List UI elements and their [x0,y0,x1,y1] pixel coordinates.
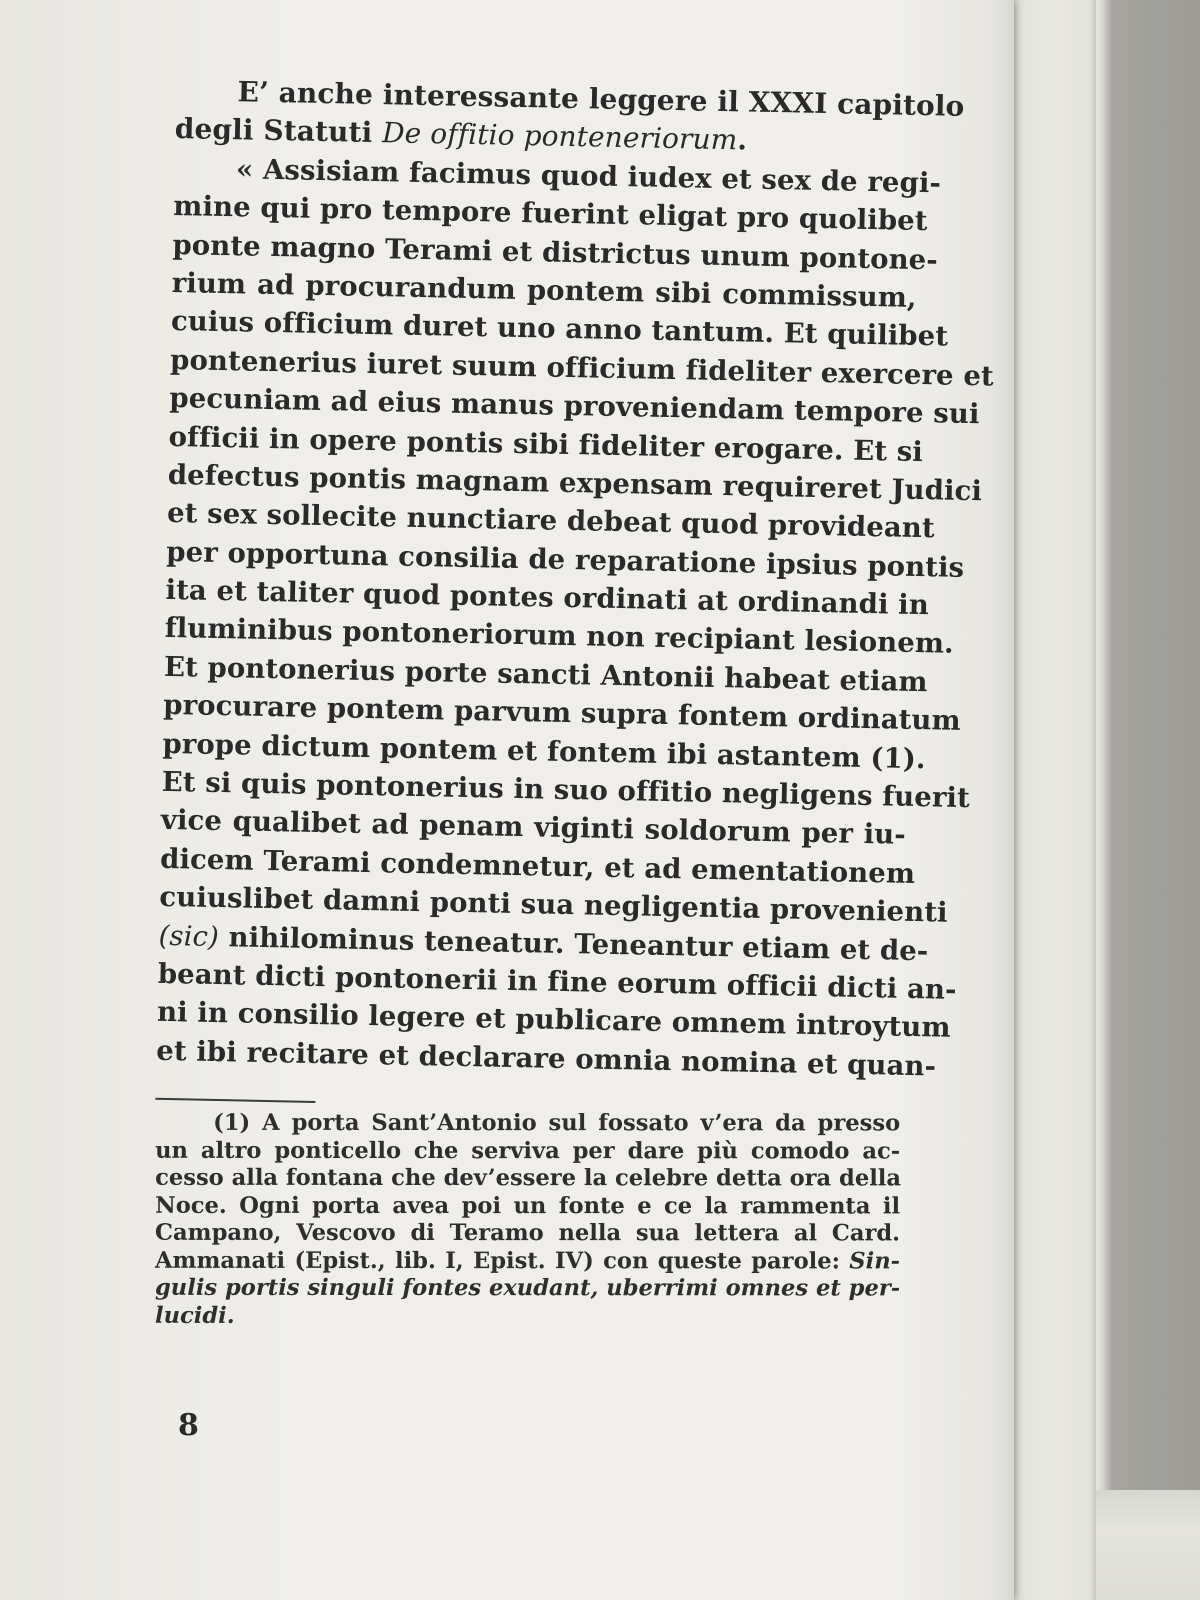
quote-line: rium ad procurandum pontem sibi commissum, [171,266,917,314]
quote-line: et sex sollecite nunctiare debeat quod provideant [166,497,936,545]
heading-period: . [736,123,748,157]
heading-text: degli Statuti [174,112,373,150]
adjacent-page-edge [1010,0,1096,1600]
quote-line: pontenerius iuret suum officium fideliter exercere et [169,343,995,393]
footnote-line: Ammanati (Epist., lib. I, Epist. IV) con queste parole: Sin- [155,1247,901,1275]
quote-line: ni in consilio legere et publicare omnem introytum [156,996,951,1045]
footnote-line: Noce. Ogni porta avea poi un fonte e ce la rammenta il [155,1192,901,1220]
background-surface [1090,1490,1200,1600]
quote-line: pecuniam ad eius manus proveniendam tempore sui [169,382,980,431]
quote-line: vice qualibet ad penam viginti soldorum per iu- [160,804,907,852]
quote-line: cuius officium duret uno anno tantum. Et quilibet [170,305,949,353]
footnote-line: (1) A porta Sant’Antonio sul fossato v’era da presso [213,1109,901,1137]
footnote-divider [155,1098,315,1103]
footnote-line: un altro ponticello che serviva per dare più comodo ac- [155,1137,901,1165]
latin-quote: Sin- [849,1248,901,1275]
footnote-line: gulis portis singuli fontes exudant, uberrimi omnes et per- [154,1274,901,1302]
quote-line: beant dicti pontonerii in fine eorum officii dicti an- [157,957,957,1006]
quote-line: defectus pontis magnam expensam requireret Judici [167,458,983,508]
quote-line: Et si quis pontonerius in suo offitio negligens fuerit [161,765,971,815]
quote-line: fluminibus pontoneriorum non recipiant lesionem. [164,612,955,661]
statute-title: De offitio ponteneriorum [381,116,738,157]
page-number: 8 [178,1408,199,1443]
quote-line: mine qui pro tempore fuerint eligat pro quolibet [172,190,928,238]
book-cover-edge [1090,0,1200,1600]
sic-annotation: (sic) [158,919,220,953]
quote-line: ita et taliter quod pontes ordinati at ordinandi in [165,573,930,622]
footnote-line: cesso alla fontana che dev’essere la celebre detta ora della [155,1164,902,1192]
page-content [151,72,995,1345]
statute-quote [156,149,995,1085]
quote-line: et ibi recitare et declarare omnia nomina et quan- [156,1034,937,1083]
quote-line: ponte magno Terami et districtus unum pontone- [172,228,939,276]
footnote [155,1110,900,1331]
quote-line: (sic) nihilominus teneatur. Teneantur etiam et de- [158,919,929,967]
footnote-line: Campano, Vescovo di Teramo nella sua lettera al Card. [155,1219,901,1247]
quote-line: Et pontonerius porte sancti Antonii habeat etiam [163,650,928,699]
quote-line: per opportuna consilia de reparatione ipsius pontis [166,535,965,584]
quote-line: procurare pontem parvum supra fontem ordinatum [162,689,962,738]
quote-line: prope dictum pontem et fontem ibi astantem (1). [162,727,926,775]
quote-line: « Assisiam facimus quod iudex et sex de regi- [235,153,942,200]
quote-line: dicem Terami condemnetur, et ad ementationem [159,842,916,890]
quote-line: cuiuslibet damni ponti sua negligentia provenienti [159,881,948,929]
quote-line: officii in opere pontis sibi fideliter erogare. Et si [168,420,924,468]
heading-text: E’ anche interessante leggere il XXXI capitolo [237,75,965,123]
footnote-line: lucidi. [154,1302,235,1329]
